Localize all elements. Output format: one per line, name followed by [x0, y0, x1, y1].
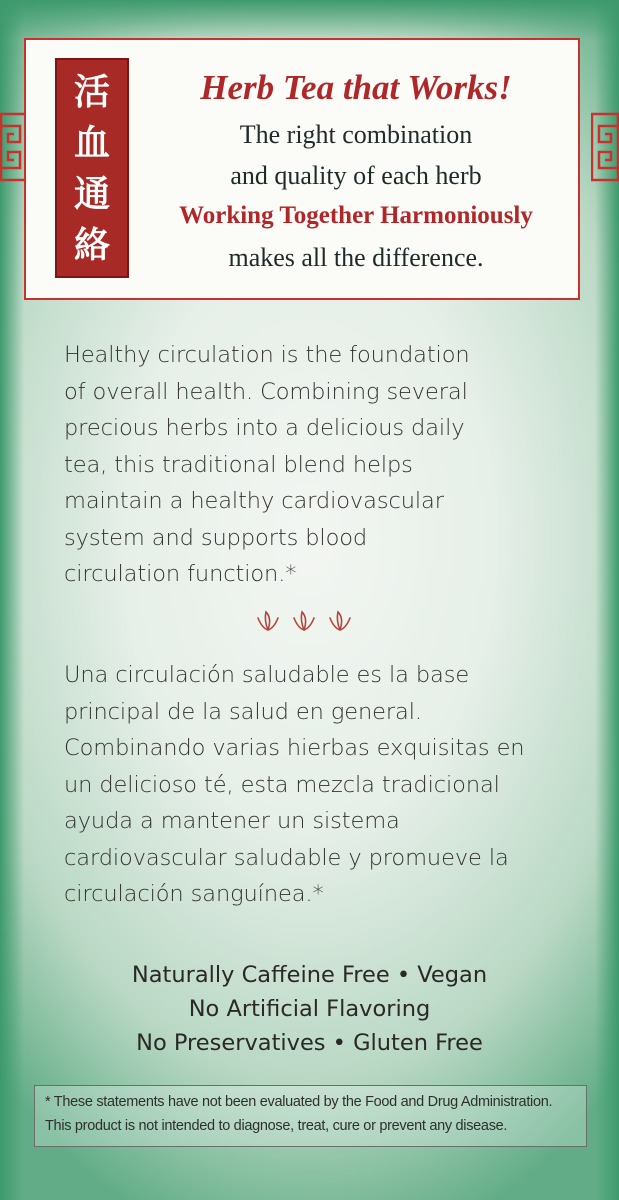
description-spanish — [64, 657, 564, 913]
tagline-line-2: and quality of each herb — [230, 161, 482, 190]
description-en-line: Healthy circulation is the foundation — [64, 342, 470, 368]
feature-no-preservatives-gluten: No Preservatives • Gluten Free — [136, 1030, 483, 1056]
description-en-line: precious herbs into a delicious daily — [64, 415, 465, 441]
headline: Herb Tea that Works! — [200, 68, 512, 107]
description-es-line: Una circulación saludable es la base — [64, 662, 470, 688]
background-top-band — [0, 0, 619, 40]
tea-leaf-icon — [330, 612, 350, 630]
description-en-line: circulation function.* — [64, 561, 297, 587]
feature-caffeine-vegan: Naturally Caffeine Free • Vegan — [131, 962, 488, 988]
description-en-line: system and supports blood — [64, 524, 368, 551]
chinese-char-1: 活 — [73, 70, 110, 113]
disclaimer-line-1: * These statements have not been evaluated by the Food and Drug Administration. — [45, 1094, 553, 1110]
feature-no-artificial-flavoring: No Artificial Flavoring — [188, 996, 431, 1022]
tagline-line-3: Working Together Harmoniously — [179, 202, 533, 229]
description-es-line: Combinando varias hierbas exquisitas en — [64, 735, 525, 761]
tea-leaf-icon — [294, 612, 314, 630]
disclaimer-line-2: This product is not intended to diagnose, treat, cure or prevent any disease. — [45, 1118, 508, 1134]
description-es-line: un delicioso té, esta mezcla tradicional — [64, 771, 500, 798]
tea-leaf-divider — [252, 606, 356, 634]
fda-disclaimer-box — [34, 1085, 587, 1147]
chinese-fret-ornament-right — [591, 112, 619, 182]
chinese-char-2: 血 — [73, 121, 110, 164]
chinese-char-4: 絡 — [73, 223, 110, 266]
chinese-seal — [55, 58, 129, 278]
description-es-line: circulación sanguínea.* — [64, 881, 324, 907]
chinese-char-3: 通 — [73, 172, 110, 215]
description-en-line: tea, this traditional blend helps — [64, 451, 413, 478]
description-es-line: cardiovascular saludable y promueve la — [64, 844, 509, 871]
description-english — [64, 337, 564, 593]
description-en-line: maintain a healthy cardiovascular — [64, 488, 444, 514]
tagline-line-1: The right combination — [239, 120, 473, 149]
description-es-line: ayuda a mantener un sistema — [64, 808, 400, 834]
tagline-line-4: makes all the difference. — [228, 243, 484, 272]
description-es-line: principal de la salud en general. — [64, 698, 422, 725]
tea-leaf-icon — [258, 612, 278, 630]
description-en-line: of overall health. Combining several — [64, 378, 468, 405]
